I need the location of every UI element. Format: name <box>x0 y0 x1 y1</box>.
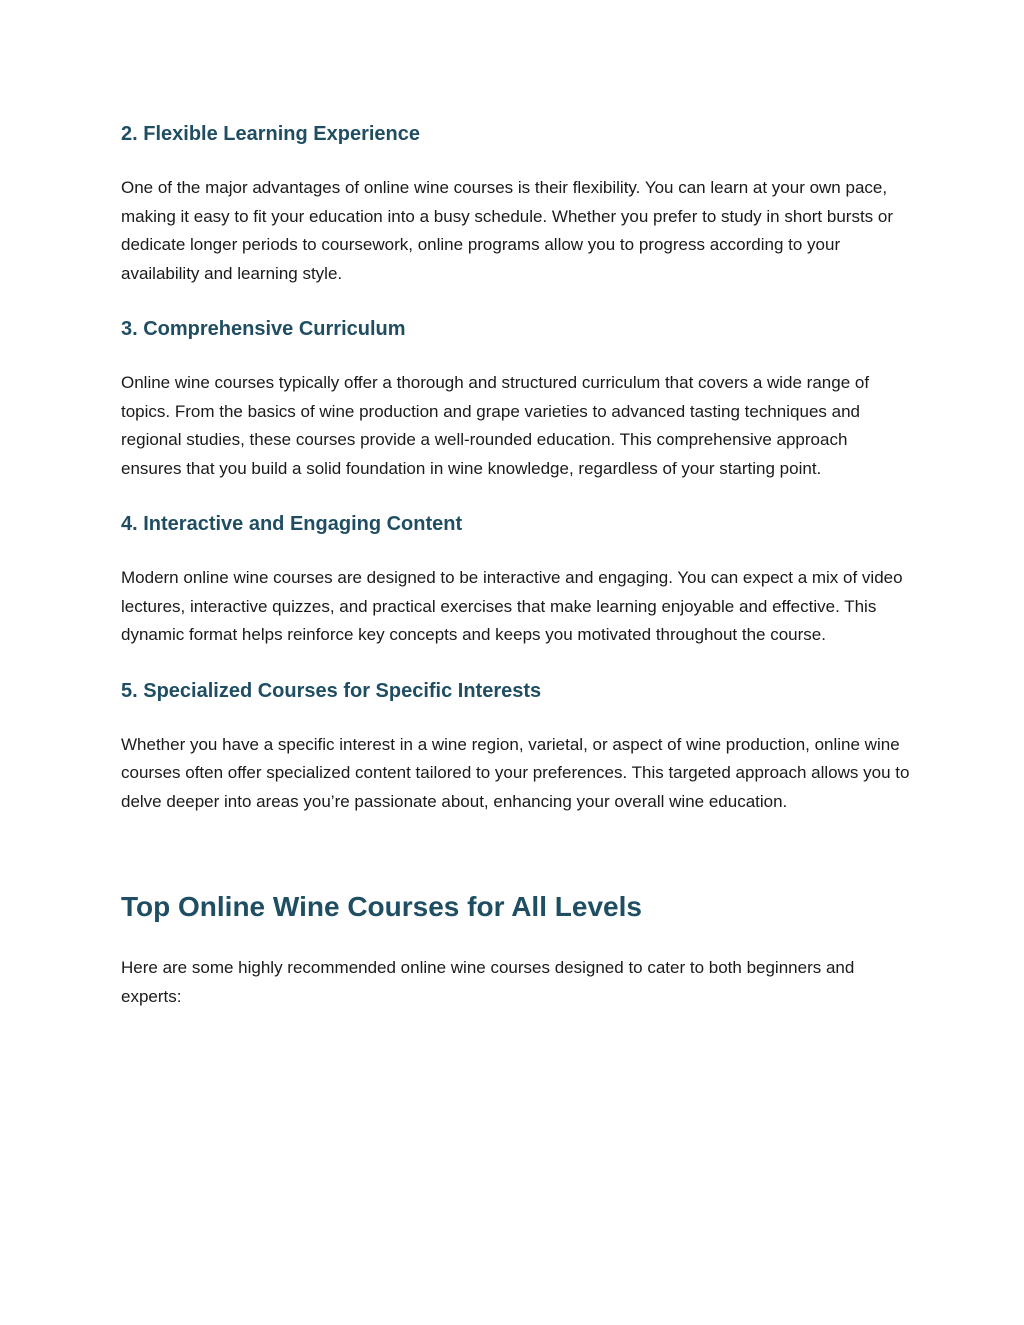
top-courses-intro: Here are some highly recommended online wine courses designed to cater to both beginners and experts: <box>121 958 855 1006</box>
section-heading-interactive-content: 4. Interactive and Engaging Content <box>121 513 463 535</box>
top-courses-heading: Top Online Wine Courses for All Levels <box>121 891 642 922</box>
section-heading-specialized-courses: 5. Specialized Courses for Specific Interests <box>121 679 542 702</box>
section-body-flexible-learning: One of the major advantages of online wine courses is their flexibility. You can learn at your own pace, making it easy to fit your education into a busy schedule. Whether you prefer to study in short bursts or dedicate longer periods to coursework, online programs allow you to progress according to your availability and learning style. <box>121 178 894 283</box>
section-body-specialized-courses: Whether you have a specific interest in a wine region, varietal, or aspect of wine production, online wine courses often offer specialized content tailored to your preferences. This targeted approach allows you to delve deeper into areas you’re passionate about, enhancing your overall wine education. <box>121 734 910 811</box>
section-body-interactive-content: Modern online wine courses are designed to be interactive and engaging. You can expect a mix of video lectures, interactive quizzes, and practical exercises that make learning enjoyable and effective. This dynamic format helps reinforce key concepts and keeps you motivated throughout the course. <box>121 568 903 644</box>
document-page <box>121 120 911 1011</box>
section-body-comprehensive-curriculum: Online wine courses typically offer a thorough and structured curriculum that covers a wide range of topics. From the basics of wine production and grape varieties to advanced tasting techniques and regional studies, these courses provide a well-rounded education. This comprehensive approach ensures that you build a solid foundation in wine knowledge, regardless of your starting point. <box>121 373 870 478</box>
section-heading-comprehensive-curriculum: 3. Comprehensive Curriculum <box>121 318 406 340</box>
section-heading-flexible-learning: 2. Flexible Learning Experience <box>121 123 421 145</box>
